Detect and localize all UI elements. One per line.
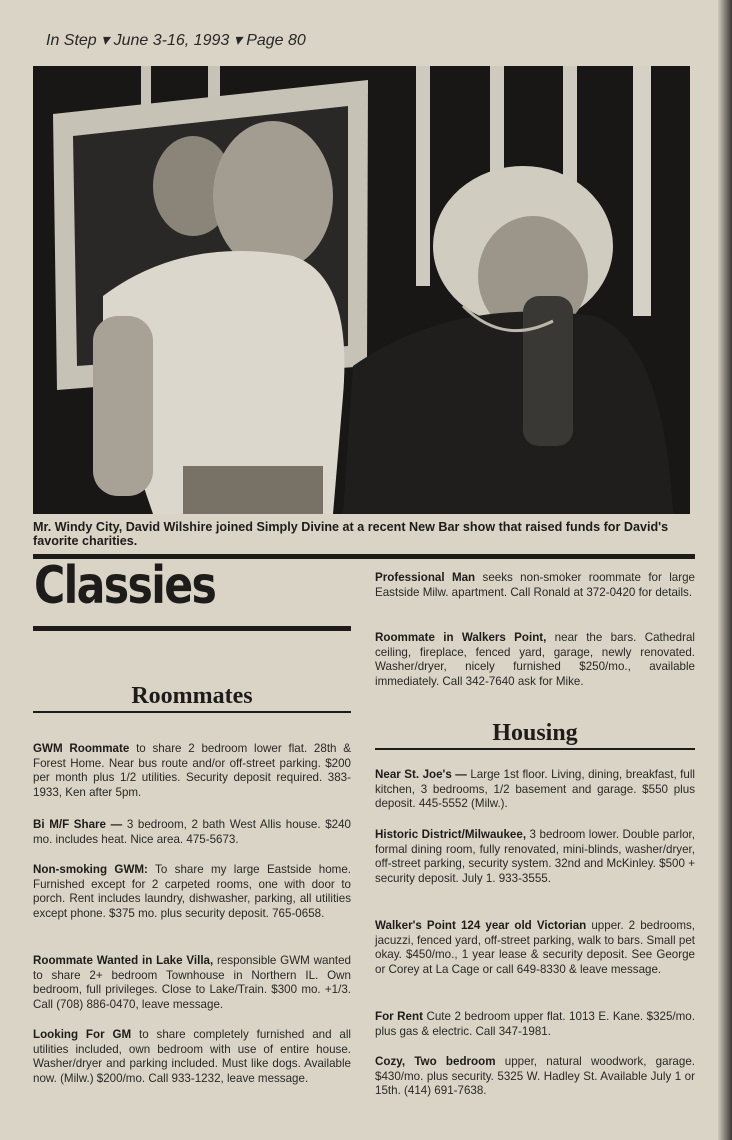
ad-roommate-5: Looking For GM to share completely furnished and all utilities included, own bedroom with use of entire house. Washer/dryer and parking included. Must like dogs. Available now. (Milw.) $200/mo. Call 933-1232, leave message. [33, 1028, 351, 1085]
ad-roommate-6: Professional Man seeks non-smoker roommate for large Eastside Milw. apartment. Call Ronald at 372-0420 for details. [375, 571, 696, 599]
classies-masthead: Classies [34, 556, 216, 616]
page-edge [718, 0, 732, 1140]
housing-rule [375, 748, 695, 750]
ad-housing-1: Near St. Joe's — Large 1st floor. Living, dining, breakfast, full kitchen, 3 bedrooms, 1/2 basement and garage. $550 plus deposit. 445-5552 (Milw.). [375, 768, 695, 811]
masthead-rule-bottom [33, 626, 351, 631]
ad-housing-2: Historic District/Milwaukee, 3 bedroom lower. Double parlor, formal dining room, fully renovated, mini-blinds, washer/dryer, off-street parking, security system. 32nd and McKinley. $500 + security deposit. July 1. 933-3555. [375, 828, 695, 885]
housing-heading: Housing [492, 720, 578, 746]
roommates-rule [33, 711, 351, 713]
ad-roommate-1: GWM Roommate to share 2 bedroom lower flat. 28th & Forest Home. Near bus route and/or off-street parking. $200 per month plus 1/2 utilities. Security deposit required. 383-1933, Ken after 5pm. [33, 742, 351, 799]
ad-housing-4: For Rent Cute 2 bedroom upper flat. 1013 E. Kane. $325/mo. plus gas & electric. Call 347-1981. [375, 1010, 695, 1038]
ad-housing-5: Cozy, Two bedroom upper, natural woodwork, garage. $430/mo. plus security. 5325 W. Hadley St. Available July 1 or 15th. (414) 691-7638. [375, 1055, 695, 1098]
ad-roommate-4: Roommate Wanted in Lake Villa, responsible GWM wanted to share 2+ bedroom Townhouse in Northern IL. Own bedroom, full privileges. Close to Lake/Train. $300 mo. +1/3. Call (708) 886-0470, leave message. [33, 954, 352, 1011]
ad-roommate-2: Bi M/F Share — 3 bedroom, 2 bath West Allis house. $240 mo. includes heat. Nice area. 475-5673. [33, 818, 351, 846]
ad-roommate-3: Non-smoking GWM: To share my large Eastside home. Furnished except for 2 carpeted rooms, one with door to porch. Rent includes laundry, dishwasher, parking, all utilities except phone. $375 mo. plus security deposit. 765-0658. [33, 863, 351, 920]
photo-caption: Mr. Windy City, David Wilshire joined Simply Divine at a recent New Bar show that raised funds for David's favorite charities. [33, 520, 669, 548]
roommates-heading: Roommates [131, 683, 253, 709]
ad-roommate-7: Roommate in Walkers Point, near the bars. Cathedral ceiling, fireplace, fenced yard, garage, newly renovated. Washer/dryer, nicely furnished $250/mo., available immediately. Call 342-7640 ask for Mike. [375, 631, 695, 688]
page-header: In Step ▾ June 3-16, 1993 ▾ Page 80 [46, 32, 306, 49]
event-photo [33, 66, 690, 514]
ad-housing-3: Walker's Point 124 year old Victorian upper. 2 bedrooms, jacuzzi, fenced yard, off-street parking, walk to bars. Small pet okay. $450/mo., 1 year lease & security deposit. See George or Corey at La Cage or call 649-8330 & leave message. [375, 919, 695, 976]
